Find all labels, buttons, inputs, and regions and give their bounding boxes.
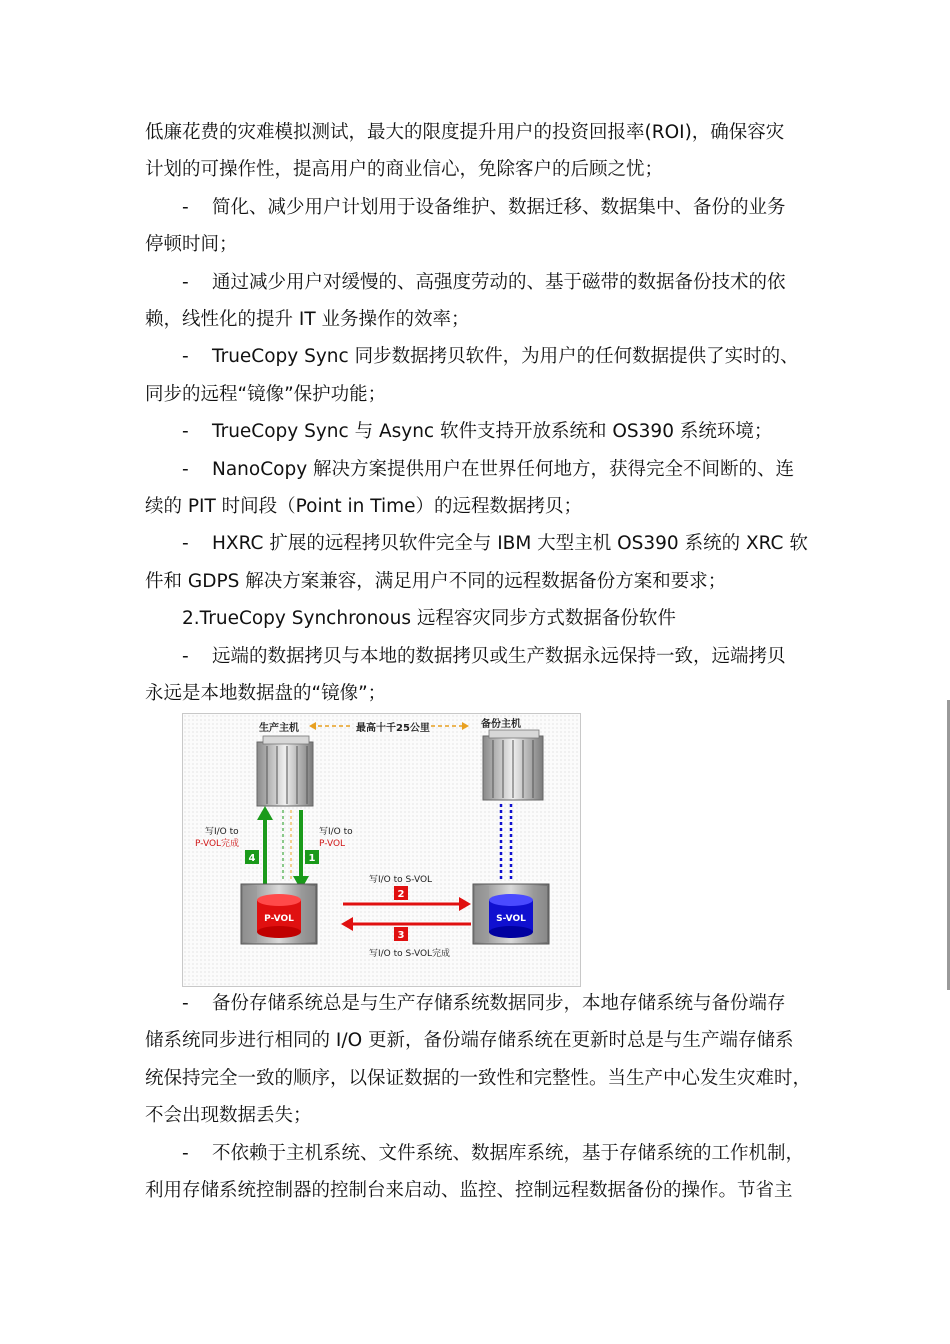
line-text: 赖，线性化的提升 IT 业务操作的效率； [145,309,470,330]
line-text: TrueCopy Sync 与 Async 软件支持开放系统和 OS390 系统环境； [212,421,773,443]
step-2-text: 2 [397,889,405,900]
line-text: 储系统同步进行相同的 I/O 更新，备份端存储系统在更新时总是与生产端存储系 [145,1030,794,1052]
text-line [145,1097,810,1134]
text-line [145,338,810,375]
step-3-text: 3 [397,930,405,941]
paragraph [145,985,810,1135]
text-line [145,1060,810,1097]
text-line [145,376,810,413]
step-4-text: 4 [248,853,256,864]
line-text: 计划的可操作性，提高用户的商业信心，免除客户的后顾之忧； [145,159,664,181]
write-svol-label: 写I/O to S-VOL [369,875,433,885]
bullet-dash: - [182,346,189,368]
line-text: HXRC 扩展的远程拷贝软件完全与 IBM 大型主机 OS390 系统的 XRC 软 [212,533,808,555]
line-text: 2.TrueCopy Synchronous 远程容灾同步方式数据备份软件 [182,608,676,630]
bullet-dash: - [182,196,189,218]
line-text: 不会出现数据丢失； [145,1105,312,1127]
step-1-text: 1 [308,853,316,864]
prod-host-label: 生产主机 [259,723,299,734]
line-text: 利用存储系统控制器的控制台来启动、监控、控制远程数据备份的操作。节省主 [145,1180,793,1201]
line-text: 统保持完全一致的顺序，以保证数据的一致性和完整性。当生产中心发生灾难时， [145,1067,812,1089]
write-svol-done-label: 写I/O to S-VOL完成 [369,949,451,959]
text-line [145,114,810,151]
left-io-line2: P-VOL完成 [195,839,240,849]
text-line [145,675,810,712]
arrow-3-head [341,917,353,931]
paragraph [145,413,810,450]
bullet-dash: - [182,1142,189,1164]
line-text: 低廉花费的灾难模拟测试，最大的限度提升用户的投资回报率(ROI)，确保容灾 [145,122,785,143]
text-line [145,1022,810,1059]
line-text: 简化、减少用户计划用于设备维护、数据迁移、数据集中、备份的业务 [212,196,786,218]
backup-host-server [483,730,543,800]
line-text: 不依赖于主机系统、文件系统、数据库系统，基于存储系统的工作机制， [212,1142,805,1164]
text-line [145,226,810,263]
line-text: 件和 GDPS 解决方案兼容，满足用户不同的远程数据备份方案和要求； [145,570,727,592]
text-line [145,985,810,1022]
line-text: 永远是本地数据盘的“镜像”； [145,683,387,704]
paragraph [145,1135,810,1210]
bullet-dash: - [182,533,189,555]
line-text: 备份存储系统总是与生产存储系统数据同步，本地存储系统与备份端存 [212,993,786,1014]
paragraph [145,525,810,600]
bullet-dash: - [182,421,189,443]
paragraph [145,338,810,413]
bullet-dash: - [182,993,189,1014]
diagram-svg [183,714,580,986]
paragraph [145,189,810,264]
text-line [145,301,810,338]
backup-host-label: 备份主机 [481,719,521,730]
line-text: TrueCopy Sync 同步数据拷贝软件，为用户的任何数据提供了实时的、 [212,346,799,368]
line-text: 通过减少用户对缓慢的、高强度劳动的、基于磁带的数据备份技术的依 [212,271,786,293]
distance-arrowhead-right [462,722,469,730]
distance-label: 最高十千25公里 [356,723,430,734]
text-line [145,1135,810,1172]
paragraph [145,451,810,526]
text-line [145,189,810,226]
text-line [145,600,810,637]
svol-label: S-VOL [496,914,526,924]
bullet-dash: - [182,645,189,667]
mid-io-line2: P-VOL [319,839,346,849]
text-line [145,413,810,450]
distance-arrowhead-left [309,722,316,730]
text-line [145,451,810,488]
text-line [145,1172,810,1209]
left-io-line1: 写I/O to [205,827,239,837]
text-line [145,563,810,600]
production-host-server [257,736,313,806]
arrow-4-head [257,806,273,820]
pvol-label: P-VOL [264,914,294,924]
line-text: 远端的数据拷贝与本地的数据拷贝或生产数据永远保持一致，远端拷贝 [212,645,786,667]
paragraph [145,638,810,713]
line-text: 同步的远程“镜像”保护功能； [145,383,387,405]
paragraph [145,114,810,189]
mid-io-line1: 写I/O to [319,827,353,837]
text-line [145,264,810,301]
line-text: 停顿时间； [145,234,238,256]
text-line [145,638,810,675]
truecopy-sync-diagram [182,713,581,987]
arrow-2-head [459,897,471,911]
line-text: NanoCopy 解决方案提供用户在世界任何地方，获得完全不间断的、连 [212,458,795,480]
paragraph [145,600,810,637]
bullet-dash: - [182,458,189,480]
text-line [145,151,810,188]
text-line [145,488,810,525]
bullet-dash: - [182,271,189,293]
text-line [145,525,810,562]
line-text: 续的 PIT 时间段（Point in Time）的远程数据拷贝； [145,496,583,517]
paragraph [145,264,810,339]
